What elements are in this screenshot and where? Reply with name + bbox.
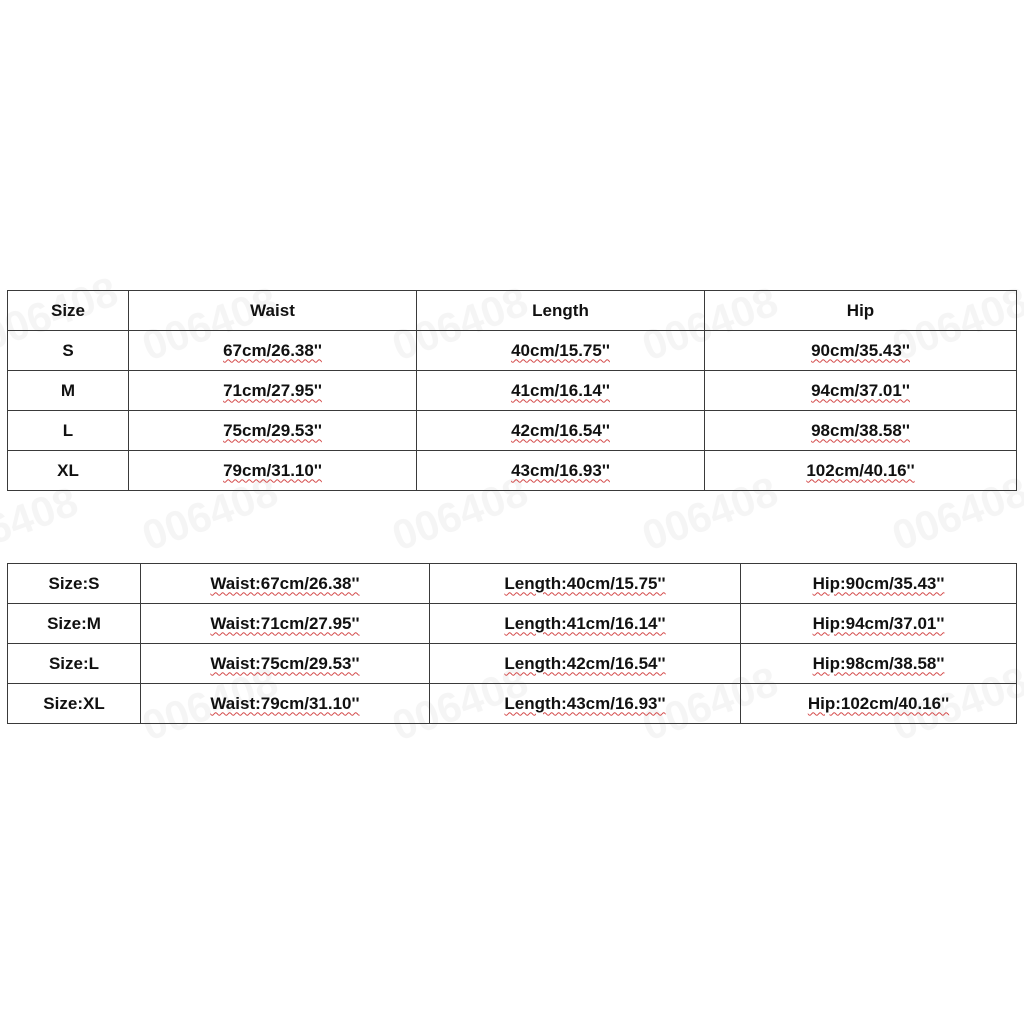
cell-value: 43cm/16.93'' [511,460,610,480]
cell-length [430,644,741,684]
cell-value: 71cm/27.95'' [223,380,322,400]
cell-value: Waist:71cm/27.95'' [210,613,360,633]
cell-value: Waist:79cm/31.10'' [210,693,360,713]
cell-value: 67cm/26.38'' [223,340,322,360]
cell-value: Hip:98cm/38.58'' [812,653,945,673]
cell-value: 79cm/31.10'' [223,460,322,480]
cell-waist [129,331,417,371]
table-row [8,331,1017,371]
cell-length [417,331,705,371]
cell-value: Hip:90cm/35.43'' [812,573,945,593]
cell-hip [741,604,1017,644]
cell-value: 41cm/16.14'' [511,380,610,400]
header-hip: Hip [705,291,1017,331]
cell-value: 42cm/16.54'' [511,420,610,440]
cell-hip [741,564,1017,604]
cell-length [430,684,741,724]
cell-hip [705,451,1017,491]
cell-waist [141,604,430,644]
cell-value: Hip:94cm/37.01'' [812,613,945,633]
cell-waist [141,644,430,684]
cell-value: 98cm/38.58'' [811,420,910,440]
table-header-row [8,291,1017,331]
size-chart-table [7,290,1017,491]
cell-length [430,564,741,604]
cell-value: 75cm/29.53'' [223,420,322,440]
cell-value: 90cm/35.43'' [811,340,910,360]
cell-length [417,411,705,451]
cell-size: XL [8,451,129,491]
cell-waist [129,451,417,491]
cell-hip [705,371,1017,411]
cell-value: Length:42cm/16.54'' [504,653,666,673]
cell-waist [129,371,417,411]
table-row [8,564,1017,604]
cell-size: Size:L [8,644,141,684]
cell-value: Waist:67cm/26.38'' [210,573,360,593]
cell-size: Size:XL [8,684,141,724]
table-row [8,644,1017,684]
table-row [8,604,1017,644]
cell-value: Length:40cm/15.75'' [504,573,666,593]
cell-hip [741,644,1017,684]
cell-hip [705,331,1017,371]
header-length: Length [417,291,705,331]
cell-value: Waist:75cm/29.53'' [210,653,360,673]
cell-hip [705,411,1017,451]
cell-size: Size:S [8,564,141,604]
cell-value: Length:43cm/16.93'' [504,693,666,713]
header-size: Size [8,291,129,331]
cell-size: S [8,331,129,371]
cell-length [417,451,705,491]
table-row [8,451,1017,491]
header-waist: Waist [129,291,417,331]
size-list-table [7,563,1017,724]
table-row [8,684,1017,724]
cell-value: 94cm/37.01'' [811,380,910,400]
cell-value: 40cm/15.75'' [511,340,610,360]
table-row [8,411,1017,451]
cell-value: 102cm/40.16'' [806,460,915,480]
cell-hip [741,684,1017,724]
watermark [0,477,84,570]
table-row [8,371,1017,411]
cell-length [430,604,741,644]
cell-size: M [8,371,129,411]
cell-size: Size:M [8,604,141,644]
cell-length [417,371,705,411]
cell-size: L [8,411,129,451]
cell-value: Hip:102cm/40.16'' [807,693,950,713]
cell-waist [141,564,430,604]
cell-value: Length:41cm/16.14'' [504,613,666,633]
cell-waist [129,411,417,451]
cell-waist [141,684,430,724]
